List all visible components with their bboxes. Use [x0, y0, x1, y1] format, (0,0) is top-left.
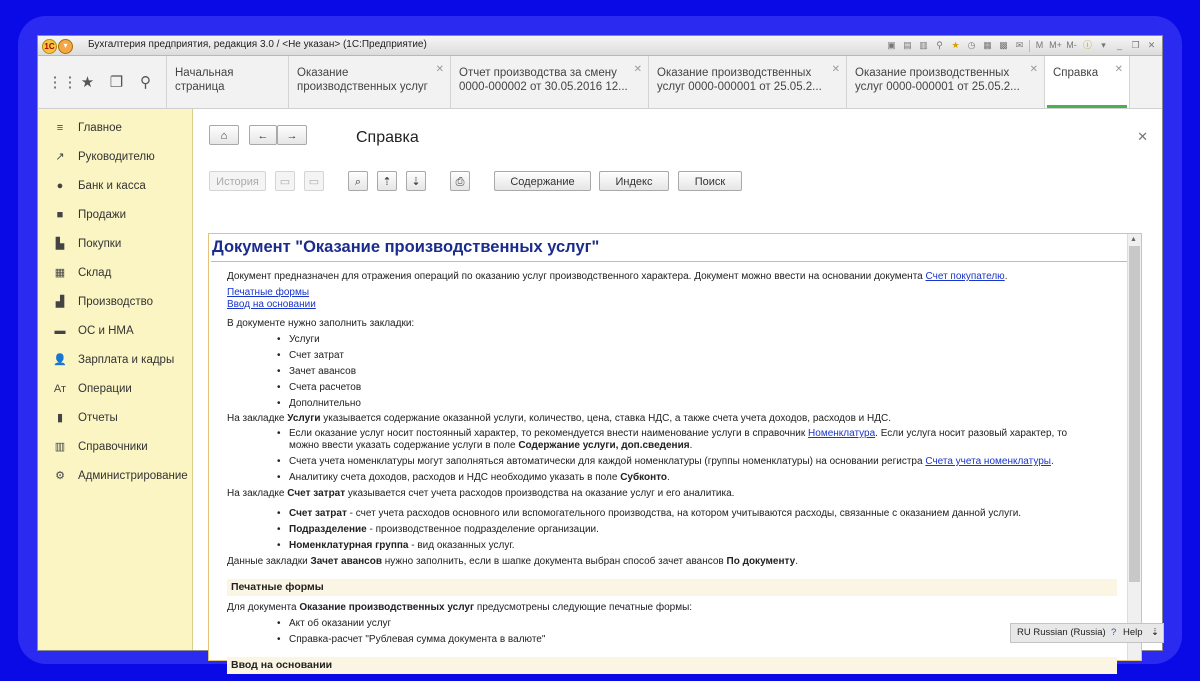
title-toolbar: [885, 38, 1158, 53]
contents-down-button[interactable]: [406, 171, 426, 191]
window-title: Бухгалтерия предприятия, редакция 3.0 / <Не указан> (1С:Предприятие): [88, 39, 427, 50]
services-note-1-cont: [289, 440, 692, 451]
bullet: •: [277, 456, 281, 467]
index-button[interactable]: Индекс: [599, 171, 669, 191]
tab-services-doc-1[interactable]: [648, 56, 846, 108]
restore-icon[interactable]: ❐: [1131, 40, 1140, 50]
page-icon: ▭: [308, 176, 320, 188]
text: - вид оказанных услуг.: [408, 540, 515, 551]
bold-text: Оказание производственных услуг: [299, 602, 475, 613]
history-icon[interactable]: ◷: [967, 40, 976, 50]
search-button[interactable]: Поиск: [678, 171, 742, 191]
text: - производственное подразделение организации.: [366, 524, 599, 535]
bullet: •: [277, 398, 281, 409]
text: указывается счет учета расходов производства на оказание услуг и его аналитика.: [345, 488, 735, 499]
gear-icon: ⚙: [55, 470, 65, 482]
people-icon: 👤: [53, 354, 67, 366]
tab-close-icon[interactable]: ✕: [633, 64, 642, 75]
sidebar: [38, 109, 193, 650]
bold-text: Услуги: [287, 413, 321, 424]
sidebar-item-manager[interactable]: [38, 142, 192, 171]
history-pages-icon[interactable]: ❐: [109, 74, 124, 91]
forward-button[interactable]: [277, 125, 307, 145]
sidebar-item-production[interactable]: [38, 287, 192, 316]
bullet: •: [277, 540, 281, 551]
bullet: •: [277, 618, 281, 629]
services-paragraph: [227, 413, 891, 424]
sidebar-item-label: Склад: [78, 266, 112, 279]
help-button[interactable]: Help: [1123, 627, 1143, 638]
intro-text: Документ предназначен для отражения операций по оказанию услуг производственного характера. Документ можно ввести на основании документа: [227, 271, 926, 282]
chart-icon: ▮: [56, 412, 64, 424]
cost-item-1: [289, 508, 1021, 519]
home-icon: ⌂: [220, 130, 228, 142]
text: Если оказание услуг носит постоянный характер, то рекомендуется внести наименование услуги в справочник: [289, 428, 809, 439]
services-note-3: [289, 472, 670, 483]
bullet: •: [277, 334, 281, 345]
text: нужно заполнить, если в шапке документа выбран способ зачет авансов: [382, 556, 727, 567]
sidebar-item-reports[interactable]: [38, 403, 192, 432]
tab-close-icon[interactable]: ✕: [435, 64, 444, 75]
find-icon: ⌕: [354, 176, 362, 188]
list-item: Услуги: [289, 334, 320, 345]
bold-text: Подразделение: [289, 524, 367, 535]
trend-icon: ↗: [55, 151, 65, 163]
bullet: •: [277, 634, 281, 645]
favorite-icon[interactable]: ★: [951, 40, 960, 50]
link-input-basis[interactable]: [227, 299, 316, 310]
bold-text: Счет затрат: [289, 508, 347, 519]
sidebar-item-label: Главное: [78, 121, 122, 134]
apps-grid-icon[interactable]: ⋮⋮: [47, 74, 78, 91]
contents-down-icon: ⇣: [411, 176, 421, 188]
section-input-basis: Ввод на основании: [227, 657, 1117, 674]
help-icon[interactable]: ?: [1111, 627, 1117, 638]
menu-lines-icon: ≡: [56, 121, 64, 134]
bold-text: Номенклатурная группа: [289, 540, 409, 551]
sidebar-item-warehouse[interactable]: [38, 258, 192, 287]
bullet: •: [277, 366, 281, 377]
bold-text: Содержание услуги, доп.сведения: [518, 440, 690, 451]
link-print-forms[interactable]: [227, 287, 309, 298]
text: Счета учета номенклатуры могут заполняться автоматически для каждой номенклатуры (группы номенклатуры) на основании регистра: [289, 456, 926, 467]
text: На закладке: [227, 413, 288, 424]
bullet: •: [277, 508, 281, 519]
tabs-intro: В документе нужно заполнить закладки:: [227, 318, 415, 329]
page-icon: ▭: [279, 176, 291, 188]
list-item: Справка-расчет "Рублевая сумма документа в валюте": [289, 634, 546, 645]
tabs-bar: [38, 56, 1162, 109]
sidebar-item-label: Покупки: [78, 237, 122, 250]
close-window-icon[interactable]: ✕: [1147, 40, 1156, 50]
print-paragraph: [227, 602, 692, 613]
info-icon[interactable]: ⓘ: [1082, 40, 1092, 50]
1c-logo-icon: 1С: [42, 39, 57, 54]
text: можно ввести указать содержание услуги в поле: [289, 440, 519, 451]
book-icon: ▥: [54, 441, 66, 453]
sidebar-item-sales[interactable]: [38, 200, 192, 229]
tab-close-icon[interactable]: ✕: [831, 64, 840, 75]
print-icon[interactable]: ▤: [903, 40, 912, 50]
sidebar-item-label: Продажи: [78, 208, 127, 221]
home-button[interactable]: [209, 125, 239, 145]
language-indicator[interactable]: RU Russian (Russia): [1017, 627, 1106, 638]
cart-icon: ▙: [55, 238, 65, 250]
help-document: [208, 233, 1142, 671]
sidebar-item-label: Отчеты: [78, 411, 118, 424]
bag-icon: ■: [56, 208, 64, 221]
bold-text: Субконто: [620, 472, 668, 483]
text: .: [667, 472, 670, 483]
cost-paragraph: [227, 488, 734, 499]
arrow-right-icon: →: [286, 130, 298, 142]
list-item: Дополнительно: [289, 398, 361, 409]
tab-label: Начальная страница: [175, 67, 234, 93]
text: Аналитику счета доходов, расходов и НДС необходимо указать в поле: [289, 472, 621, 483]
toolbar-separator: [1029, 40, 1030, 52]
sidebar-item-label: Зарплата и кадры: [78, 353, 175, 366]
bold-text: Зачет авансов: [310, 556, 382, 567]
sidebar-item-main[interactable]: [38, 113, 192, 142]
tab-services-doc-2[interactable]: [846, 56, 1044, 108]
language-bar: [1010, 623, 1164, 643]
sidebar-item-label: Банк и касса: [78, 179, 146, 192]
tab-close-icon[interactable]: ✕: [1029, 64, 1038, 75]
services-note-2: [289, 456, 1054, 467]
sidebar-item-label: Руководителю: [78, 150, 155, 163]
sidebar-item-label: Операции: [78, 382, 132, 395]
sidebar-item-label: ОС и НМА: [78, 324, 134, 337]
list-item: Счета расчетов: [289, 382, 362, 393]
text: .: [1004, 271, 1008, 282]
tab-label: Оказание производственных услуг 0000-000001 от 25.05.2...: [855, 67, 1020, 93]
back-button[interactable]: [249, 125, 277, 145]
text: .: [795, 556, 798, 567]
tab-help[interactable]: [1044, 56, 1130, 108]
list-item: Зачет авансов: [289, 366, 357, 377]
section-print-forms: Печатные формы: [227, 579, 1117, 596]
text: - счет учета расходов основного или вспомогательного производства, на котором учитываются расходы, связанные с оказанием данной услуги.: [346, 508, 1022, 519]
divider: [211, 261, 1128, 262]
sidebar-item-label: Справочники: [78, 440, 148, 453]
bold-text: По документу: [726, 556, 796, 567]
bullet: •: [277, 472, 281, 483]
bullet: •: [277, 350, 281, 361]
sidebar-item-operations[interactable]: [38, 374, 192, 403]
options-icon[interactable]: ⇣: [1151, 627, 1159, 638]
history-button[interactable]: История: [209, 171, 266, 191]
scrollbar[interactable]: [1127, 234, 1141, 660]
link-nomenclature[interactable]: Номенклатура: [808, 428, 876, 439]
warehouse-icon: ▦: [54, 267, 66, 279]
contents-button[interactable]: Содержание: [494, 171, 591, 191]
ruble-icon: ●: [56, 179, 64, 192]
link-invoice[interactable]: Счет покупателю: [925, 271, 1005, 282]
tab-close-icon[interactable]: ✕: [1114, 64, 1123, 75]
memory-mplus-icon[interactable]: M+: [1049, 40, 1062, 50]
link-accounts[interactable]: Счета учета номенклатуры: [925, 456, 1051, 467]
bullet: •: [277, 382, 281, 393]
tab-label: Оказание производственных услуг 0000-000001 от 25.05.2...: [657, 67, 822, 93]
link-text[interactable]: Печатные формы: [227, 287, 310, 298]
services-note-1: [289, 428, 1067, 439]
link-text[interactable]: Ввод на основании: [227, 299, 316, 310]
text: Данные закладки: [227, 556, 311, 567]
truck-icon: ▬: [54, 324, 66, 337]
tab-home[interactable]: [166, 56, 288, 108]
printer-icon: ⎙: [455, 176, 465, 188]
text: .: [1050, 456, 1054, 467]
list-item: Акт об оказании услуг: [289, 618, 392, 629]
doc-title: Документ "Оказание производственных услуг": [212, 238, 600, 256]
factory-icon: ▟: [55, 296, 65, 308]
save-icon[interactable]: ▣: [887, 40, 896, 50]
cost-item-3: [289, 540, 515, 551]
scroll-up-icon[interactable]: ▲: [1130, 236, 1137, 243]
search-icon[interactable]: ⚲: [140, 74, 151, 91]
minimize-icon[interactable]: _: [1116, 40, 1122, 50]
text: На закладке: [227, 488, 288, 499]
star-icon[interactable]: ★: [80, 74, 95, 91]
close-icon[interactable]: ✕: [1137, 129, 1148, 144]
next-topic-button[interactable]: [304, 171, 324, 191]
calendar-icon[interactable]: ▦: [983, 40, 992, 50]
link-icon[interactable]: ⚲: [936, 40, 943, 50]
bold-text: Счет затрат: [287, 488, 346, 499]
title-bar: [38, 36, 1162, 56]
print-button[interactable]: [450, 171, 470, 191]
find-in-page-button[interactable]: [348, 171, 368, 191]
mail-icon[interactable]: ✉: [1015, 40, 1024, 50]
sync-contents-button[interactable]: [377, 171, 397, 191]
sidebar-item-bank[interactable]: [38, 171, 192, 200]
page-title: Справка: [356, 129, 419, 146]
text: предусмотрены следующие печатные формы:: [474, 602, 693, 613]
scroll-thumb[interactable]: [1129, 246, 1140, 582]
calculator-icon[interactable]: ▩: [999, 40, 1008, 50]
contents-up-icon: ⇡: [382, 176, 392, 188]
sidebar-item-purchases[interactable]: [38, 229, 192, 258]
text: . Если услуга носит разовый характер, то: [875, 428, 1068, 439]
dropdown-icon[interactable]: ▾: [1101, 40, 1106, 50]
sidebar-item-admin[interactable]: [38, 461, 192, 490]
tab-services-list[interactable]: [288, 56, 450, 108]
tab-label: Оказание производственных услуг: [297, 67, 428, 93]
operations-icon: Ат: [53, 382, 67, 395]
advances-paragraph: [227, 556, 798, 567]
menu-icon[interactable]: ▾: [58, 39, 73, 54]
tab-shift-report[interactable]: [450, 56, 648, 108]
app-window: [37, 35, 1163, 671]
tab-label: Отчет производства за смену 0000-000002 от 30.05.2016 12...: [459, 67, 628, 93]
sidebar-item-fixed-assets[interactable]: [38, 316, 192, 345]
sidebar-item-label: Производство: [78, 295, 153, 308]
memory-m-icon[interactable]: M: [1035, 40, 1044, 50]
bullet: •: [277, 524, 281, 535]
bullet: •: [277, 428, 281, 439]
sidebar-item-label: Администрирование: [78, 469, 188, 482]
sidebar-item-catalogs[interactable]: [38, 432, 192, 461]
preview-icon[interactable]: ▥: [919, 40, 928, 50]
help-content: [193, 109, 1162, 671]
arrow-left-icon: ←: [257, 130, 269, 142]
list-item: Счет затрат: [289, 350, 344, 361]
intro-paragraph: [227, 271, 1007, 282]
cost-item-2: [289, 524, 599, 535]
nav-icons: [38, 56, 166, 108]
text: Для документа: [227, 602, 300, 613]
tab-label: Справка: [1053, 67, 1099, 79]
text: указывается содержание оказанной услуги, количество, цена, ставка НДС, а также счета учета доходов, расходов и НДС.: [320, 413, 892, 424]
text: .: [689, 440, 693, 451]
prev-topic-button[interactable]: [275, 171, 295, 191]
memory-mminus-icon[interactable]: M-: [1066, 40, 1077, 50]
sidebar-item-salary[interactable]: [38, 345, 192, 374]
